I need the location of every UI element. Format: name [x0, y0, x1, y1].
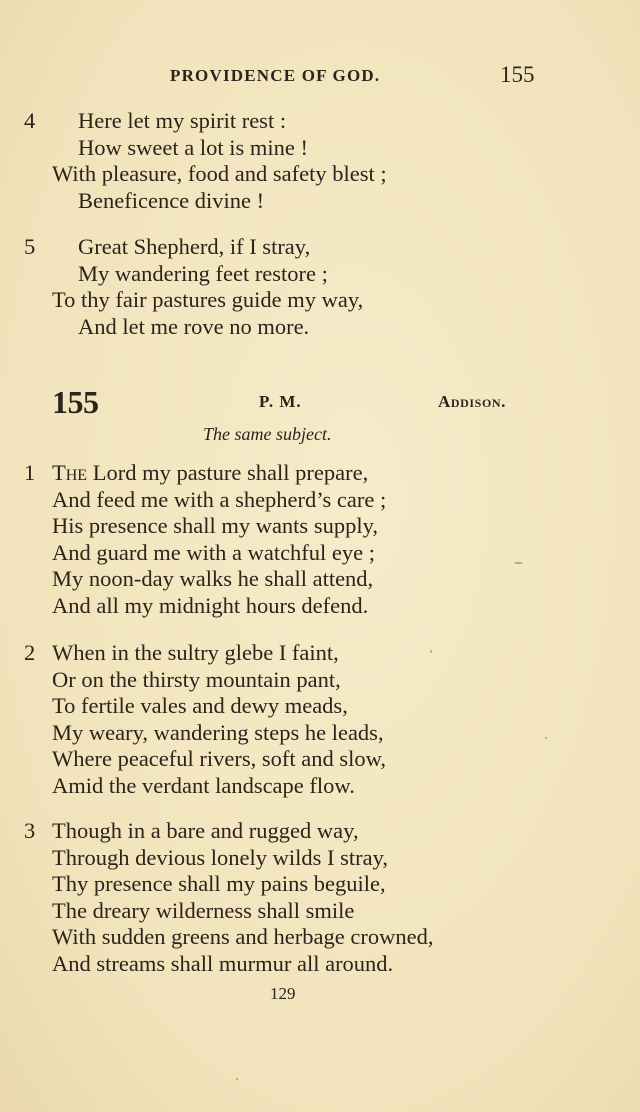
- verse-line: And guard me with a watchful eye ;: [52, 539, 376, 565]
- hymn-meter: P. M.: [259, 392, 302, 411]
- verse-line: To fertile vales and dewy meads,: [52, 693, 348, 719]
- stanza-4: [0, 108, 640, 214]
- verse-line: The dreary wilderness shall smile: [52, 897, 355, 923]
- hymn-stanza-3: [0, 818, 640, 978]
- verse-line: Or on the thirsty mountain pant,: [52, 666, 341, 692]
- verse-line: 4 Here let my spirit rest :: [24, 108, 287, 133]
- running-header: [0, 64, 640, 90]
- verse-line: Amid the verdant landscape flow.: [52, 772, 355, 798]
- signature-number: 129: [270, 984, 296, 1003]
- paper-speck: [236, 1078, 238, 1080]
- stanza-number: 5: [24, 234, 36, 259]
- verse-line: My weary, wandering steps he leads,: [52, 719, 384, 745]
- verse-line: 3 Though in a bare and rugged way,: [24, 818, 359, 843]
- verse-line: My wandering feet restore ;: [78, 260, 328, 286]
- stanza-5: [0, 234, 640, 340]
- hymn-stanza-2: [0, 640, 640, 800]
- page-number: 155: [500, 62, 535, 87]
- hymn-stanza-1: [0, 460, 640, 620]
- paper-speck: [545, 737, 547, 739]
- verse-line: And all my midnight hours defend.: [52, 592, 369, 618]
- verse-line: Through devious lonely wilds I stray,: [52, 844, 388, 870]
- verse-line: How sweet a lot is mine !: [78, 134, 308, 160]
- verse-line: With sudden greens and herbage crowned,: [52, 924, 434, 950]
- hymn-heading: [0, 384, 640, 424]
- stanza-number: 2: [24, 640, 36, 665]
- hymn-subtitle: The same subject.: [203, 424, 332, 444]
- hymn-number: 155: [52, 384, 99, 420]
- verse-line: 5 Great Shepherd, if I stray,: [24, 234, 311, 259]
- verse-line: To thy fair pastures guide my way,: [52, 287, 364, 313]
- hymn-author: Addison.: [438, 392, 507, 411]
- verse-line: Where peaceful rivers, soft and slow,: [52, 746, 387, 772]
- paper-speck: [430, 650, 432, 653]
- verse-line: And streams shall murmur all around.: [52, 950, 394, 976]
- running-title: PROVIDENCE OF GOD.: [170, 66, 381, 85]
- verse-line: Beneficence divine !: [78, 187, 265, 213]
- verse-line: Thy presence shall my pains beguile,: [52, 871, 386, 897]
- stanza-number: 4: [24, 108, 36, 133]
- verse-line: 1 The Lord my pasture shall prepare,: [24, 460, 369, 485]
- verse-line: And feed me with a shepherd’s care ;: [52, 486, 387, 512]
- paper-speck: [514, 562, 523, 564]
- initial-word: The: [52, 460, 88, 485]
- verse-line: His presence shall my wants supply,: [52, 513, 378, 539]
- verse-line: My noon-day walks he shall attend,: [52, 566, 374, 592]
- stanza-number: 1: [24, 460, 36, 485]
- verse-line: With pleasure, food and safety blest ;: [52, 161, 387, 187]
- stanza-number: 3: [24, 818, 36, 843]
- verse-line: 2 When in the sultry glebe I faint,: [24, 640, 339, 665]
- verse-line: And let me rove no more.: [78, 313, 310, 339]
